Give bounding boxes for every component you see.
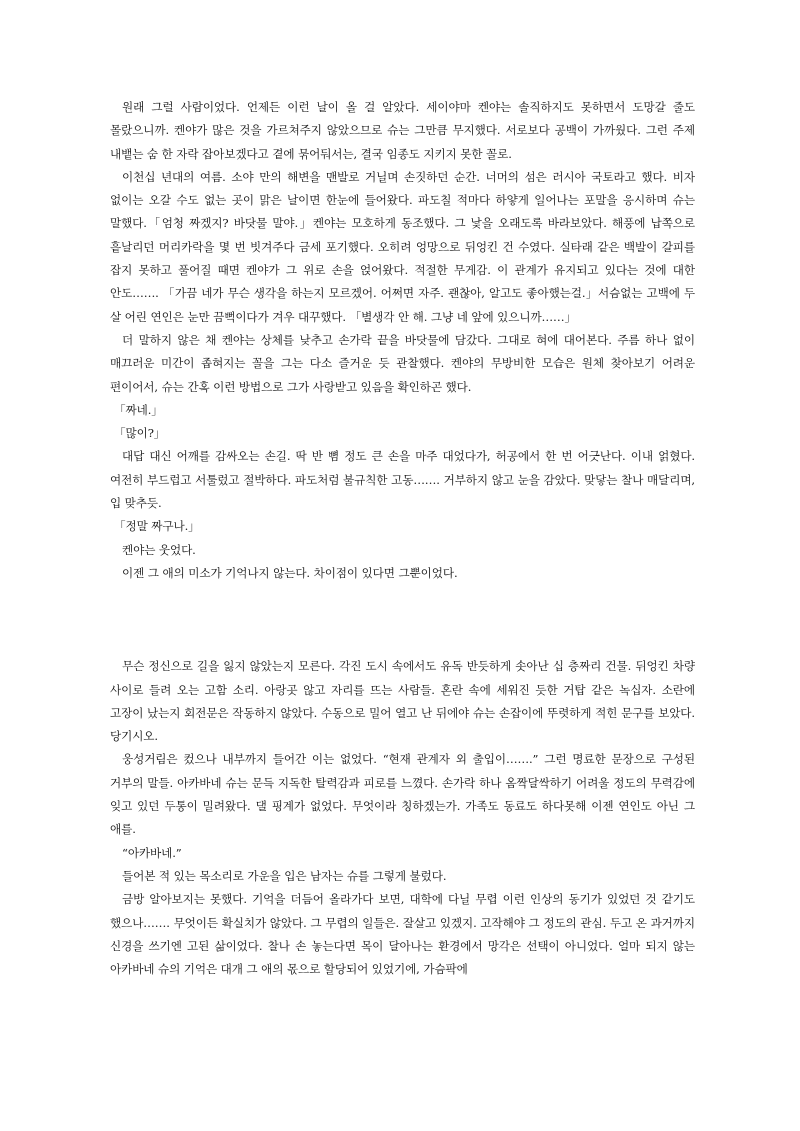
section-1 (110, 96, 695, 585)
paragraph: 웅성거림은 컸으나 내부까지 들어간 이는 없었다. “현재 관계자 외 출입이…….” 그런 명료한 문장으로 구성된 거부의 말들. 아카바네 슈는 문득 지독한 탈력감과 피로를 느꼈다. 손가락 하나 옴짝달싹하기 어려울 정도의 무력감에 잊고 있던 두통이 밀려왔다. 댈 핑계가 없었다. 무엇이라 칭하겠는가. 가족도 동료도 하다못해 이젠 연인도 아닌 그 애를. (110, 752, 695, 837)
paragraph: 이젠 그 애의 미소가 기억나지 않는다. 차이점이 있다면 그뿐이었다. (122, 565, 458, 580)
paragraph: 원래 그럴 사람이었다. 언제든 이런 날이 올 걸 알았다. 세이야마 켄야는 솔직하지도 못하면서 도망갈 줄도 몰랐으니까. 켄야가 많은 것을 가르쳐주지 않았으므로 슈는 그만큼 무지했다. 서로보다 공백이 가까웠다. 그런 주제 내뱉는 숨 한 자락 잡아보겠다고 곁에 묶어둬서는, 결국 임종도 지키지 못한 꼴로. (110, 100, 695, 161)
paragraph: 이천십 년대의 여름. 소야 만의 해변을 맨발로 거닐며 손짓하던 순간. 너머의 섬은 러시아 국토라고 했다. 비자 없이는 오갈 수도 없는 곳이 맑은 날이면 한눈에 들어왔다. 파도칠 적마다 하얗게 일어나는 포말을 응시하며 슈는 말했다.「엄청 짜겠지? 바닷물 말야.」켄야는 모호하게 동조했다. 그 낯을 오래도록 바라보았다. 해풍에 납쪽으로 흩날리던 머리카락을 몇 번 빗겨주다 금세 포기했다. 오히려 엉망으로 뒤엉킨 건 수였다. 실타래 같은 백발이 갈피를 잡지 못하고 풀어질 때면 켄야가 그 위로 손을 얹어왔다. 적절한 무게감. 이 관계가 유지되고 있다는 것에 대한 안도……. 「가끔 네가 무슨 생각을 하는지 모르겠어. 어쩌면 자주. 괜찮아, 알고도 좋아했는걸.」서슴없는 고백에 두 살 어린 연인은 눈만 끔뻑이다가 겨우 대꾸했다. 「별생각 안 해. 그냥 네 앞에 있으니까……」 (110, 169, 695, 324)
section-break (110, 585, 695, 655)
paragraph: 켄야는 웃었다. (122, 542, 196, 557)
dialog-line: “아카바네.” (122, 845, 182, 860)
dialog-line: 「정말 짜구나.」 (114, 519, 200, 534)
paragraph: 금방 알아보지는 못했다. 기억을 더듬어 올라가다 보면, 대학에 다닐 무렵 이런 인상의 동기가 있었던 것 같기도 했으나……. 무엇이든 확실치가 않았다. 그 무렵의 일들은. 잘살고 있겠지. 고작해야 그 정도의 관심. 두고 온 과거까지 신경을 쓰기엔 고된 삶이었다. 찰나 손 놓는다면 목이 달아나는 환경에서 망각은 선택이 아니었다. 얼마 되지 않는 아카바네 슈의 기억은 대개 그 애의 몫으로 할당되어 있었기에, 가슴팍에 (110, 892, 695, 977)
paragraph: 더 말하지 않은 채 켄야는 상체를 낮추고 손가락 끝을 바닷물에 담갔다. 그대로 혀에 대어본다. 주름 하나 없이 매끄러운 미간이 좁혀지는 꼴을 그는 다소 즐거운 듯 관찰했다. 켄야의 무방비한 모습은 원체 찾아보기 어려운 편이어서, 슈는 간혹 이런 방법으로 그가 사랑받고 있음을 확인하곤 했다. (110, 332, 695, 394)
dialog-line: 「짜네.」 (114, 402, 163, 417)
section-2 (110, 655, 695, 981)
paragraph: 대답 대신 어깨를 감싸오는 손길. 딱 반 뼘 정도 큰 손을 마주 대었다가, 허공에서 한 번 어긋난다. 이내 얽혔다. 여전히 부드럽고 서툴렀고 절박하다. 파도처럼 불규칙한 고동……. 거부하지 않고 눈을 감았다. 맞닿는 찰나 매달리며, 입 맞추듯. (110, 449, 695, 511)
paragraph: 무슨 정신으로 길을 잃지 않았는지 모른다. 각진 도시 속에서도 유독 반듯하게 솟아난 십 층짜리 건물. 뒤엉킨 차량 사이로 들려 오는 고함 소리. 아랑곳 않고 자리를 뜨는 사람들. 혼란 속에 세워진 듯한 거탑 같은 녹십자. 소란에 고장이 났는지 회전문은 작동하지 않았다. 수동으로 밀어 열고 난 뒤에야 슈는 손잡이에 뚜렷하게 적힌 문구를 보았다. 당기시오. (110, 659, 695, 744)
dialog-line: 「많이?」 (114, 426, 166, 441)
document-page (110, 96, 695, 981)
paragraph: 들어본 적 있는 목소리로 가운을 입은 남자는 슈를 그렇게 불렀다. (122, 868, 447, 883)
